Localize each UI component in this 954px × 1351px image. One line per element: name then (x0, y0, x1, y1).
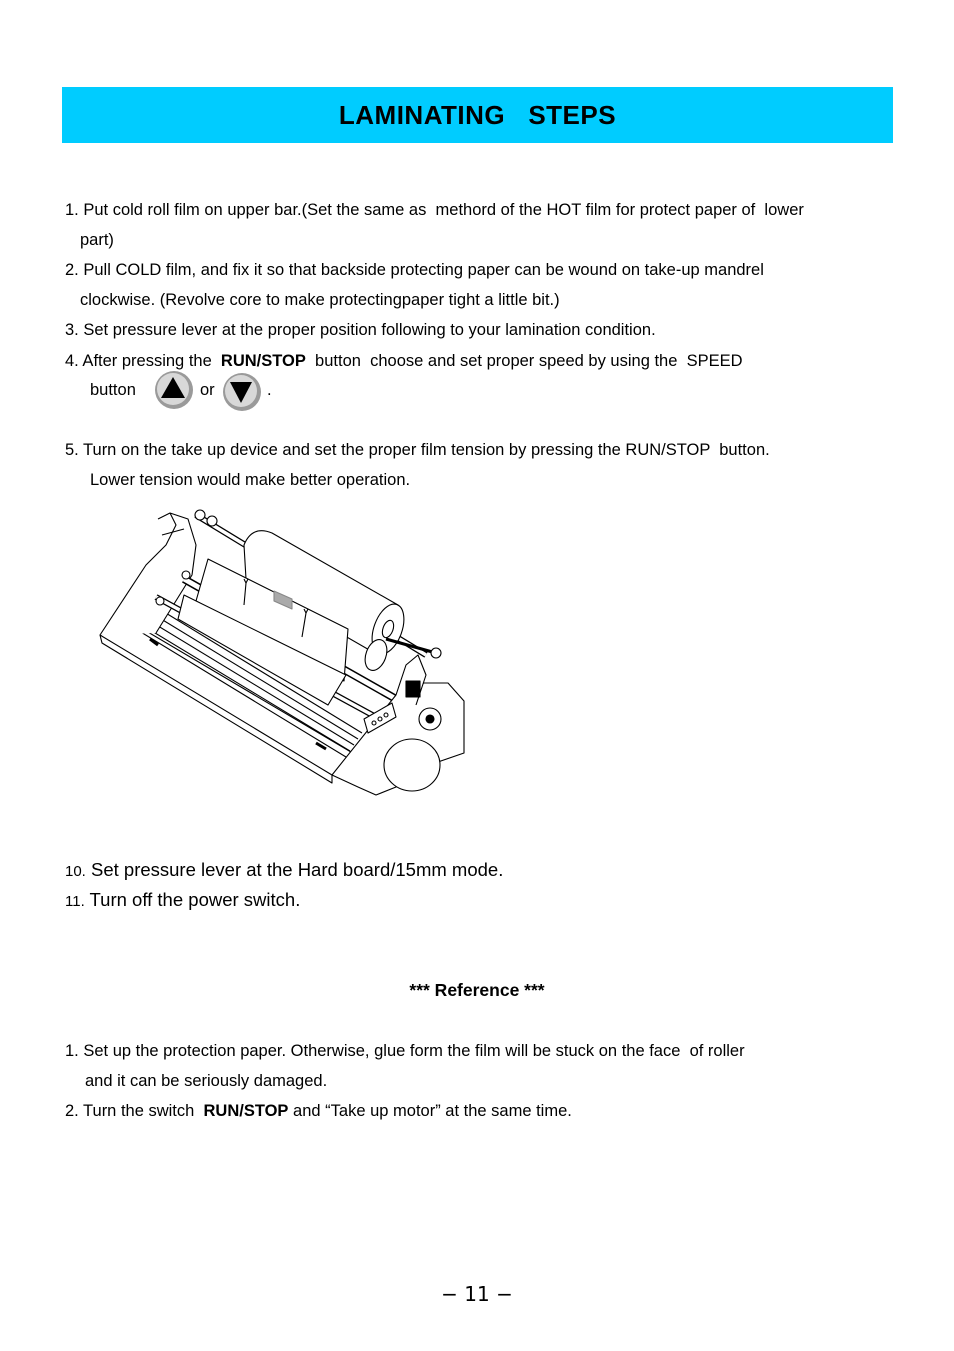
step-4-text-post: button choose and set proper speed by using the SPEED (305, 352, 743, 370)
step-1-line-1: 1. Put cold roll film on upper bar.(Set the same as methord of the HOT film for protect paper of lower (65, 201, 804, 219)
step-10-text: Set pressure lever at the Hard board/15mm mode. (85, 859, 504, 880)
run-stop-label: RUN/STOP (220, 352, 306, 370)
speed-up-button-icon (154, 370, 194, 410)
reference-2-post: and “Take up motor” at the same time. (288, 1102, 572, 1120)
step-4-button-label: button (90, 381, 136, 399)
step-4-line-1 (65, 351, 743, 371)
reference-1-line-2: and it can be seriously damaged. (85, 1072, 328, 1090)
step-11-number: 11. (65, 893, 85, 910)
speed-down-button-icon (222, 372, 262, 412)
step-1-line-2: part) (80, 231, 114, 249)
step-2-line-1: 2. Pull COLD film, and fix it so that backside protecting paper can be wound on take-up mandrel (65, 261, 764, 279)
laminator-illustration (96, 505, 468, 797)
reference-2-pre: 2. Turn the switch (65, 1102, 204, 1120)
reference-2 (65, 1101, 572, 1121)
step-11 (65, 890, 300, 912)
reference-heading: *** Reference *** (409, 980, 545, 1000)
step-10 (65, 860, 503, 882)
reference-run-stop: RUN/STOP (203, 1102, 289, 1120)
step-3: 3. Set pressure lever at the proper position following to your lamination condition. (65, 321, 656, 339)
page-number: − 11 − (441, 1282, 513, 1306)
step-10-number: 10. (65, 863, 86, 880)
reference-1-line-1: 1. Set up the protection paper. Otherwise, glue form the film will be stuck on the face of roller (65, 1042, 745, 1060)
page-title: LAMINATING STEPS (338, 99, 617, 130)
step-4-period: . (267, 381, 272, 399)
step-11-text: Turn off the power switch. (84, 889, 301, 910)
step-2-line-2: clockwise. (Revolve core to make protectingpaper tight a little bit.) (80, 291, 560, 309)
step-4-or: or (200, 381, 215, 399)
title-banner (62, 87, 893, 143)
step-5-line-1: 5. Turn on the take up device and set the proper film tension by pressing the RUN/STOP button. (65, 441, 770, 459)
step-4-text-pre: 4. After pressing the (65, 352, 221, 370)
step-5-line-2: Lower tension would make better operation. (90, 471, 411, 489)
